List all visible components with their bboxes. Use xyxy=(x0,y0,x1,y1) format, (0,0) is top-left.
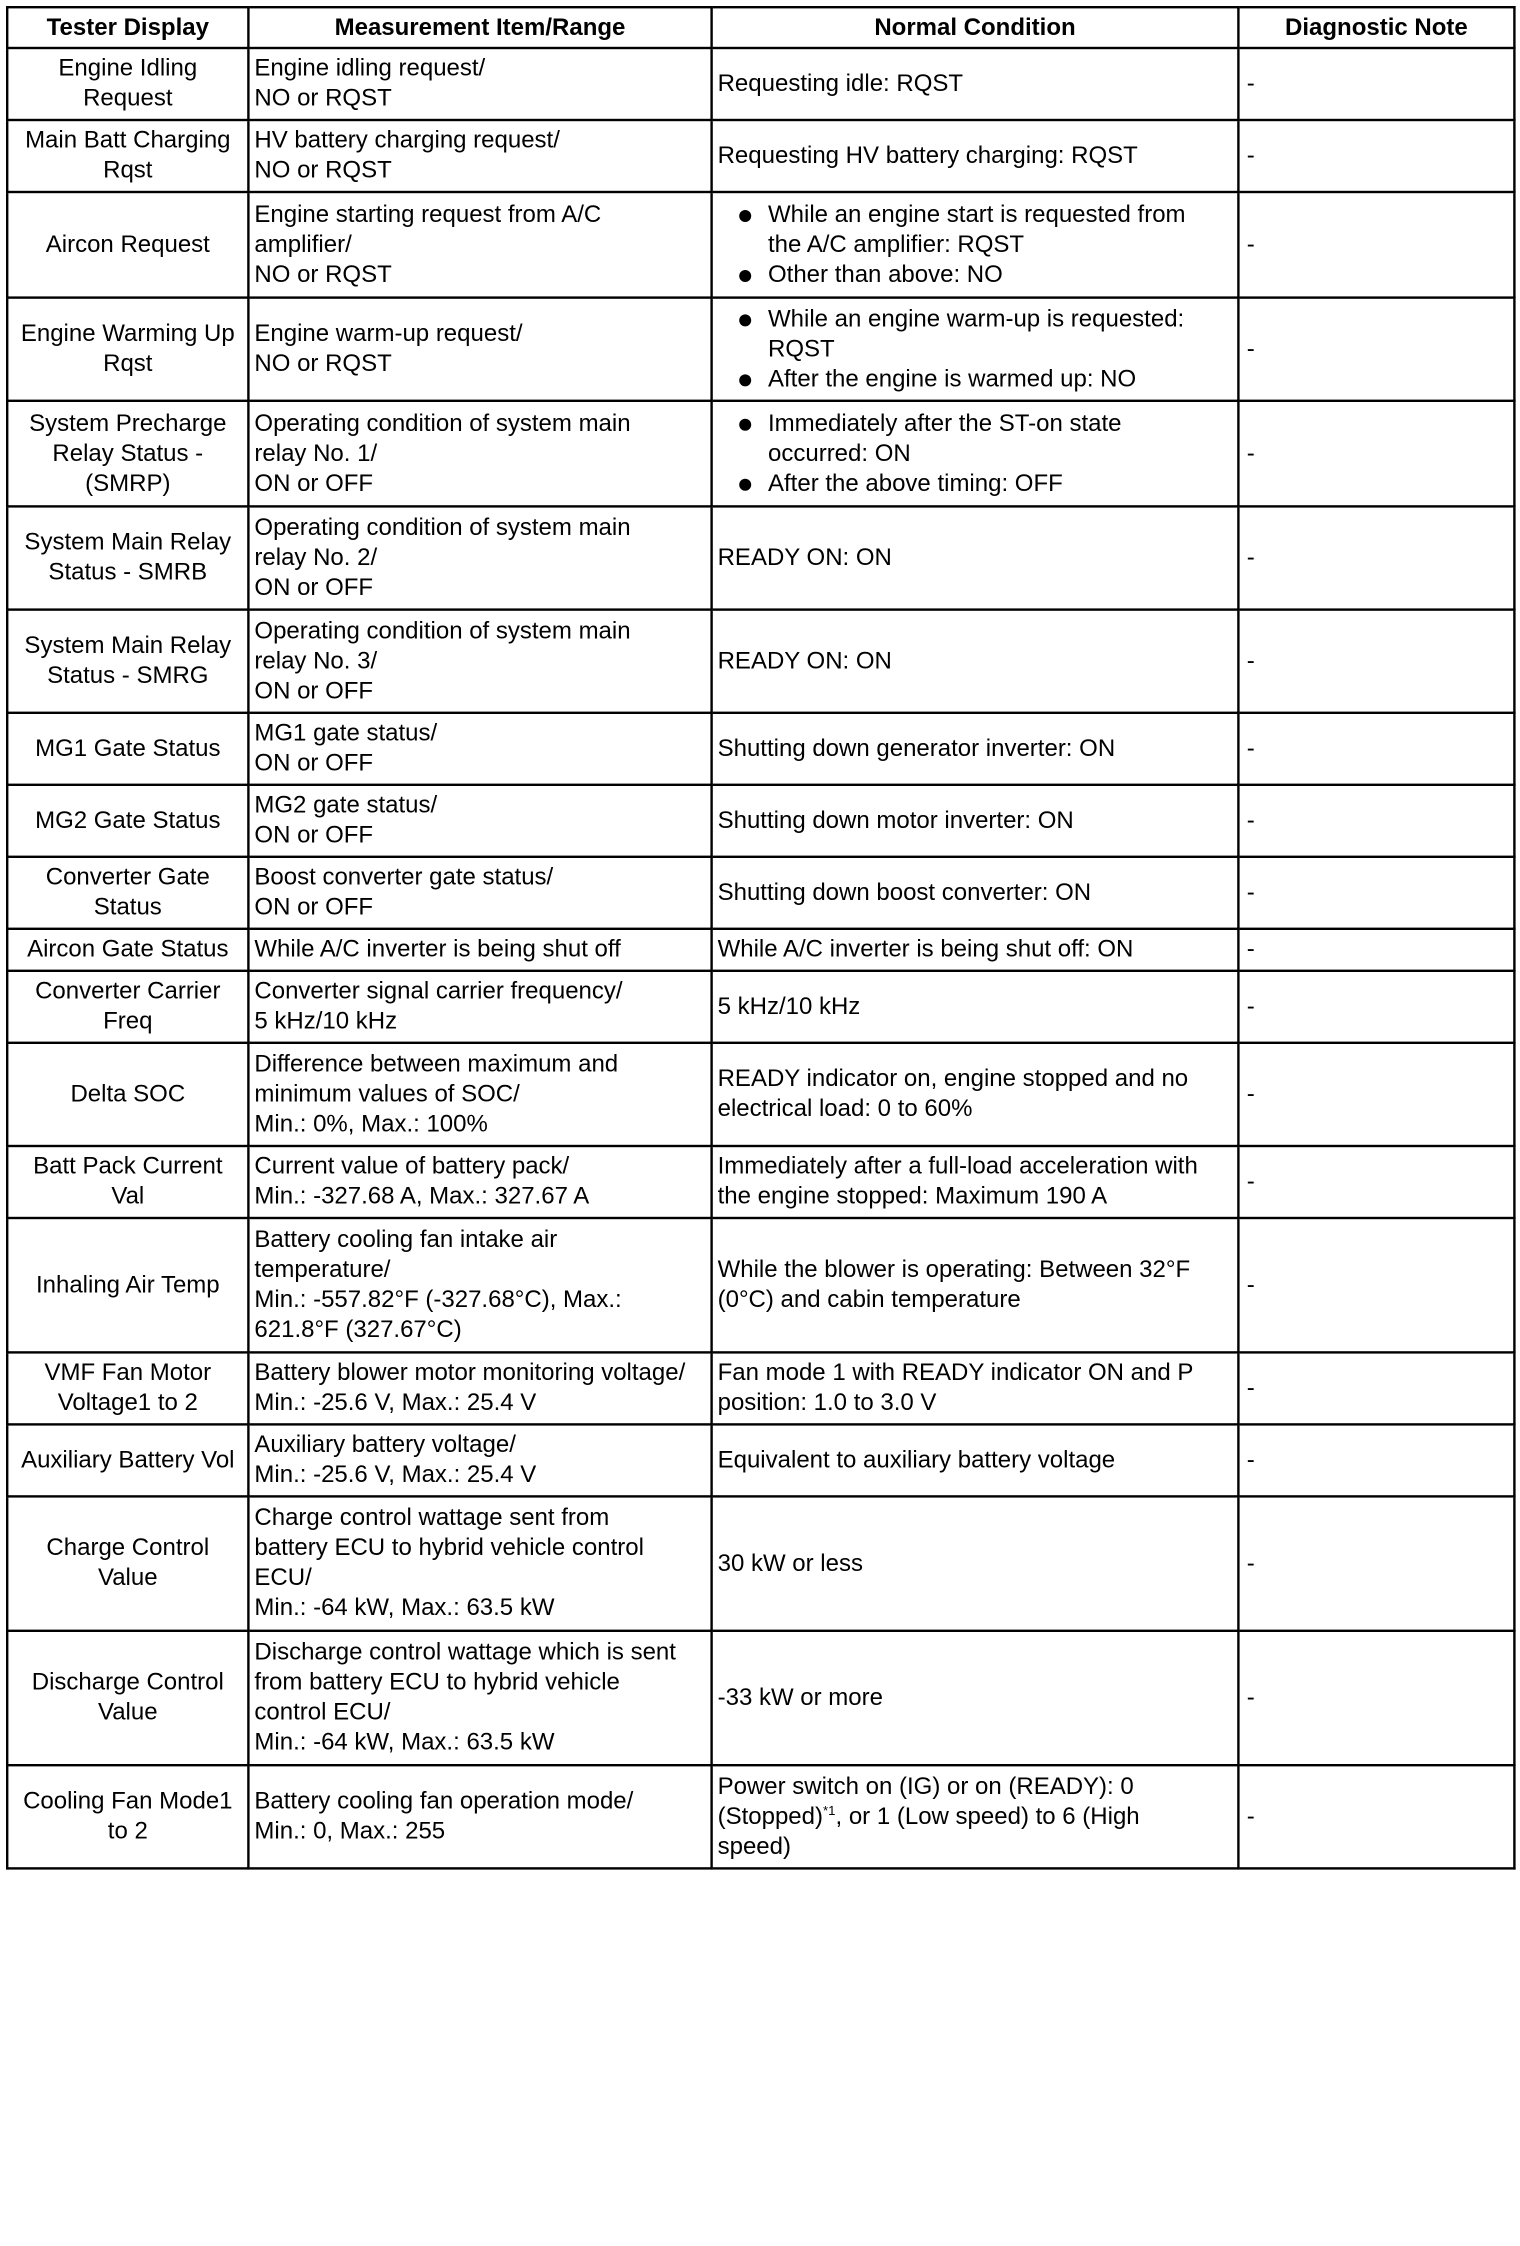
measurement-line: MG1 gate status/ xyxy=(254,720,438,747)
measurement-line: 621.8°F (327.67°C) xyxy=(254,1316,462,1343)
measurement-line: minimum values of SOC/ xyxy=(254,1080,520,1107)
cell-diagnostic-note: - xyxy=(1238,610,1514,713)
cell-tester-display xyxy=(7,1765,248,1868)
measurement-line: NO or RQST xyxy=(254,85,392,112)
display-line: System Main Relay xyxy=(24,529,232,556)
display-line: Converter Gate xyxy=(45,864,210,891)
cell-measurement-item xyxy=(248,506,711,609)
measurement-line: Min.: 0, Max.: 255 xyxy=(254,1818,446,1845)
cell-normal-condition xyxy=(712,1765,1239,1868)
cell-measurement-item xyxy=(248,1043,711,1146)
cell-measurement-item xyxy=(248,971,711,1043)
cell-diagnostic-note: - xyxy=(1238,120,1514,192)
cell-diagnostic-note: - xyxy=(1238,1218,1514,1352)
measurement-line: ON or OFF xyxy=(254,677,374,704)
display-line: to 2 xyxy=(107,1818,148,1845)
table-row xyxy=(7,1218,1514,1352)
bullet-line: the A/C amplifier: RQST xyxy=(768,231,1025,258)
measurement-line: amplifier/ xyxy=(254,231,352,258)
display-line: Auxiliary Battery Vol xyxy=(21,1446,235,1473)
normal-line: Shutting down boost converter: ON xyxy=(717,879,1092,906)
cell-diagnostic-note: - xyxy=(1238,971,1514,1043)
measurement-line: Discharge control wattage which is sent xyxy=(254,1639,676,1666)
cell-diagnostic-note: - xyxy=(1238,1043,1514,1146)
normal-line: Power switch on (IG) or on (READY): 0 xyxy=(717,1773,1134,1800)
bullet-line: While an engine warm-up is requested: xyxy=(768,305,1185,332)
normal-line: (0°C) and cabin temperature xyxy=(717,1286,1021,1313)
cell-diagnostic-note: - xyxy=(1238,298,1514,401)
cell-normal-condition xyxy=(712,120,1239,192)
cell-tester-display xyxy=(7,929,248,971)
bullet-line: After the engine is warmed up: NO xyxy=(768,365,1137,392)
measurement-line: Min.: -64 kW, Max.: 63.5 kW xyxy=(254,1594,555,1622)
measurement-line: Operating condition of system main xyxy=(254,409,631,437)
measurement-line: Converter signal carrier frequency/ xyxy=(254,978,623,1005)
cell-tester-display xyxy=(7,857,248,929)
cell-measurement-item xyxy=(248,713,711,785)
header-normal-condition: Normal Condition xyxy=(712,7,1239,48)
table-row xyxy=(7,857,1514,929)
header-tester-display: Tester Display xyxy=(7,7,248,48)
display-line: Relay Status - xyxy=(52,439,204,467)
display-line: Engine Idling xyxy=(58,55,198,82)
measurement-line: Difference between maximum and xyxy=(254,1050,619,1077)
cell-tester-display xyxy=(7,48,248,120)
table-row xyxy=(7,1765,1514,1868)
cell-measurement-item xyxy=(248,1765,711,1868)
table-row xyxy=(7,120,1514,192)
measurement-line: relay No. 3/ xyxy=(254,647,378,674)
normal-line: position: 1.0 to 3.0 V xyxy=(717,1389,937,1416)
measurement-line: ON or OFF xyxy=(254,574,374,601)
measurement-line: Boost converter gate status/ xyxy=(254,864,554,891)
table-row xyxy=(7,1043,1514,1146)
normal-line-fragment: , or 1 (Low speed) to 6 (High xyxy=(835,1803,1140,1830)
measurement-line: Min.: -25.6 V, Max.: 25.4 V xyxy=(254,1461,537,1488)
cell-tester-display xyxy=(7,1352,248,1424)
cell-measurement-item xyxy=(248,857,711,929)
cell-diagnostic-note: - xyxy=(1238,506,1514,609)
measurement-line: While A/C inverter is being shut off xyxy=(254,936,621,963)
display-line: MG2 Gate Status xyxy=(35,807,221,834)
cell-diagnostic-note: - xyxy=(1238,1496,1514,1630)
cell-measurement-item xyxy=(248,401,711,507)
measurement-line: Battery cooling fan operation mode/ xyxy=(254,1788,634,1815)
condition-bullet-item xyxy=(718,409,1233,469)
table-row xyxy=(7,1631,1514,1765)
display-line: Converter Carrier xyxy=(35,978,221,1005)
display-line: Rqst xyxy=(103,157,153,184)
table-row xyxy=(7,192,1514,298)
cell-measurement-item xyxy=(248,48,711,120)
cell-tester-display xyxy=(7,506,248,609)
cell-normal-condition xyxy=(712,1218,1239,1352)
cell-measurement-item xyxy=(248,192,711,298)
normal-line: Fan mode 1 with READY indicator ON and P xyxy=(717,1359,1194,1386)
cell-normal-condition xyxy=(712,506,1239,609)
cell-normal-condition xyxy=(712,971,1239,1043)
header-diagnostic-note: Diagnostic Note xyxy=(1238,7,1514,48)
cell-measurement-item xyxy=(248,1424,711,1496)
condition-bullet-list xyxy=(718,200,1233,290)
cell-measurement-item xyxy=(248,929,711,971)
measurement-line: ECU/ xyxy=(254,1564,312,1592)
table-row xyxy=(7,929,1514,971)
bullet-line: After the above timing: OFF xyxy=(768,469,1063,497)
cell-normal-condition xyxy=(712,1146,1239,1218)
condition-bullet-list xyxy=(718,409,1233,499)
display-line: Discharge Control xyxy=(31,1669,224,1696)
cell-measurement-item xyxy=(248,1631,711,1765)
cell-normal-condition xyxy=(712,1043,1239,1146)
display-line: System Main Relay xyxy=(24,632,232,659)
display-line: Cooling Fan Mode1 xyxy=(23,1788,233,1815)
display-line: Status xyxy=(93,894,162,921)
normal-line: READY indicator on, engine stopped and no xyxy=(717,1065,1189,1092)
cell-tester-display xyxy=(7,1496,248,1630)
table-row xyxy=(7,1424,1514,1496)
cell-tester-display xyxy=(7,785,248,857)
measurement-line: NO or RQST xyxy=(254,350,392,377)
table-row xyxy=(7,785,1514,857)
data-list-table xyxy=(6,6,1516,1870)
display-line: Batt Pack Current xyxy=(33,1153,223,1180)
cell-measurement-item xyxy=(248,1146,711,1218)
display-line: Aircon Request xyxy=(45,231,210,258)
table-row xyxy=(7,506,1514,609)
measurement-line: Auxiliary battery voltage/ xyxy=(254,1431,516,1458)
cell-diagnostic-note: - xyxy=(1238,929,1514,971)
display-line: Voltage1 to 2 xyxy=(57,1389,198,1416)
display-line: Inhaling Air Temp xyxy=(35,1271,220,1298)
table-row xyxy=(7,298,1514,401)
cell-normal-condition xyxy=(712,713,1239,785)
cell-tester-display xyxy=(7,1146,248,1218)
measurement-line: ON or OFF xyxy=(254,894,374,921)
cell-tester-display xyxy=(7,1218,248,1352)
cell-normal-condition xyxy=(712,1496,1239,1630)
cell-normal-condition xyxy=(712,857,1239,929)
measurement-line: control ECU/ xyxy=(254,1699,391,1726)
cell-diagnostic-note: - xyxy=(1238,1765,1514,1868)
normal-line: Requesting idle: RQST xyxy=(717,70,964,97)
cell-measurement-item xyxy=(248,1496,711,1630)
cell-tester-display xyxy=(7,971,248,1043)
normal-line: 30 kW or less xyxy=(717,1549,863,1577)
normal-line: -33 kW or more xyxy=(717,1684,883,1711)
measurement-line: Min.: -25.6 V, Max.: 25.4 V xyxy=(254,1389,537,1416)
cell-normal-condition xyxy=(712,298,1239,401)
measurement-line: HV battery charging request/ xyxy=(254,127,560,154)
measurement-line: Engine warm-up request/ xyxy=(254,320,523,347)
header-measurement-item: Measurement Item/Range xyxy=(248,7,711,48)
measurement-line: battery ECU to hybrid vehicle control xyxy=(254,1534,644,1562)
normal-line: READY ON: ON xyxy=(717,647,892,674)
cell-tester-display xyxy=(7,1631,248,1765)
normal-line xyxy=(718,1802,1233,1832)
measurement-line: Operating condition of system main xyxy=(254,514,631,541)
cell-normal-condition xyxy=(712,1352,1239,1424)
cell-tester-display xyxy=(7,1043,248,1146)
display-line: Status - SMRB xyxy=(48,559,208,586)
normal-line-fragment: (Stopped) xyxy=(717,1803,824,1830)
normal-line: Shutting down generator inverter: ON xyxy=(717,735,1116,762)
cell-normal-condition xyxy=(712,929,1239,971)
measurement-line: NO or RQST xyxy=(254,261,392,288)
display-line: System Precharge xyxy=(29,409,227,437)
display-line: Value xyxy=(97,1564,158,1592)
measurement-line: 5 kHz/10 kHz xyxy=(254,1008,398,1035)
cell-diagnostic-note: - xyxy=(1238,1146,1514,1218)
cell-diagnostic-note: - xyxy=(1238,1352,1514,1424)
measurement-line: Operating condition of system main xyxy=(254,617,631,644)
display-line: Freq xyxy=(103,1008,153,1035)
measurement-line: Charge control wattage sent from xyxy=(254,1504,610,1532)
normal-line: Immediately after a full-load acceleration with xyxy=(717,1153,1198,1180)
measurement-line: Min.: 0%, Max.: 100% xyxy=(254,1110,488,1137)
table-row xyxy=(7,1146,1514,1218)
measurement-line: Battery blower motor monitoring voltage/ xyxy=(254,1359,686,1386)
cell-diagnostic-note: - xyxy=(1238,713,1514,785)
cell-diagnostic-note: - xyxy=(1238,857,1514,929)
measurement-line: relay No. 2/ xyxy=(254,544,378,571)
bullet-line: Immediately after the ST-on state xyxy=(768,409,1122,437)
display-line: Aircon Gate Status xyxy=(27,936,229,963)
condition-bullet-list xyxy=(718,304,1233,394)
cell-tester-display xyxy=(7,401,248,507)
display-line: Val xyxy=(111,1183,145,1210)
cell-measurement-item xyxy=(248,785,711,857)
normal-line: Shutting down motor inverter: ON xyxy=(717,807,1074,834)
cell-normal-condition xyxy=(712,785,1239,857)
measurement-line: Min.: -327.68 A, Max.: 327.67 A xyxy=(254,1183,590,1210)
cell-measurement-item xyxy=(248,610,711,713)
table-row xyxy=(7,610,1514,713)
cell-tester-display xyxy=(7,713,248,785)
display-line: Rqst xyxy=(103,350,153,377)
normal-line: READY ON: ON xyxy=(717,544,892,571)
measurement-line: ON or OFF xyxy=(254,822,374,849)
normal-line: While A/C inverter is being shut off: ON xyxy=(717,936,1134,963)
condition-bullet-item xyxy=(718,260,1233,290)
condition-bullet-item xyxy=(718,304,1233,364)
normal-line: 5 kHz/10 kHz xyxy=(717,993,861,1020)
cell-tester-display xyxy=(7,120,248,192)
display-line: Engine Warming Up xyxy=(20,320,235,347)
measurement-line: temperature/ xyxy=(254,1256,391,1283)
table-row xyxy=(7,48,1514,120)
display-line: Request xyxy=(83,85,173,112)
cell-measurement-item xyxy=(248,120,711,192)
table-body xyxy=(7,48,1514,1868)
display-line: VMF Fan Motor xyxy=(44,1359,212,1386)
display-line: Value xyxy=(97,1699,158,1726)
table-row xyxy=(7,713,1514,785)
display-line: Delta SOC xyxy=(70,1080,186,1107)
cell-diagnostic-note: - xyxy=(1238,785,1514,857)
cell-measurement-item xyxy=(248,298,711,401)
measurement-line: Min.: -557.82°F (-327.68°C), Max.: xyxy=(254,1286,622,1313)
condition-bullet-item xyxy=(718,200,1233,260)
display-line: Status - SMRG xyxy=(47,662,209,689)
cell-normal-condition xyxy=(712,48,1239,120)
cell-normal-condition xyxy=(712,1424,1239,1496)
cell-normal-condition xyxy=(712,1631,1239,1765)
cell-diagnostic-note: - xyxy=(1238,48,1514,120)
measurement-line: ON or OFF xyxy=(254,469,374,497)
measurement-line: MG2 gate status/ xyxy=(254,792,438,819)
condition-bullet-item xyxy=(718,469,1233,499)
measurement-line: from battery ECU to hybrid vehicle xyxy=(254,1669,620,1696)
cell-diagnostic-note: - xyxy=(1238,192,1514,298)
cell-tester-display xyxy=(7,192,248,298)
cell-tester-display xyxy=(7,610,248,713)
measurement-line: Battery cooling fan intake air xyxy=(254,1226,558,1253)
table-header-row xyxy=(7,7,1514,48)
cell-tester-display xyxy=(7,298,248,401)
normal-line: speed) xyxy=(717,1833,791,1860)
normal-line: While the blower is operating: Between 32°F xyxy=(717,1256,1191,1283)
measurement-line: NO or RQST xyxy=(254,157,392,184)
display-line: (SMRP) xyxy=(85,469,171,497)
bullet-line: Other than above: NO xyxy=(768,261,1003,288)
display-line: Charge Control xyxy=(46,1534,210,1562)
display-line: MG1 Gate Status xyxy=(35,735,221,762)
normal-line: Equivalent to auxiliary battery voltage xyxy=(717,1446,1116,1473)
bullet-line: occurred: ON xyxy=(768,439,911,467)
table-row xyxy=(7,1496,1514,1630)
cell-diagnostic-note: - xyxy=(1238,401,1514,507)
measurement-line: Engine idling request/ xyxy=(254,55,486,82)
measurement-line: Min.: -64 kW, Max.: 63.5 kW xyxy=(254,1729,555,1756)
display-line: Main Batt Charging xyxy=(25,127,231,154)
cell-measurement-item xyxy=(248,1352,711,1424)
cell-normal-condition xyxy=(712,610,1239,713)
normal-line: the engine stopped: Maximum 190 A xyxy=(717,1183,1108,1210)
normal-line: electrical load: 0 to 60% xyxy=(717,1095,973,1122)
measurement-line: relay No. 1/ xyxy=(254,439,378,467)
table-row xyxy=(7,1352,1514,1424)
footnote-marker: *1 xyxy=(823,1803,836,1818)
cell-tester-display xyxy=(7,1424,248,1496)
cell-diagnostic-note: - xyxy=(1238,1631,1514,1765)
measurement-line: Current value of battery pack/ xyxy=(254,1153,570,1180)
cell-normal-condition xyxy=(712,192,1239,298)
table-row xyxy=(7,401,1514,507)
cell-measurement-item xyxy=(248,1218,711,1352)
cell-diagnostic-note: - xyxy=(1238,1424,1514,1496)
table-row xyxy=(7,971,1514,1043)
bullet-line: RQST xyxy=(768,335,835,362)
measurement-line: ON or OFF xyxy=(254,750,374,777)
cell-normal-condition xyxy=(712,401,1239,507)
measurement-line: Engine starting request from A/C xyxy=(254,201,602,228)
condition-bullet-item xyxy=(718,364,1233,394)
bullet-line: While an engine start is requested from xyxy=(768,201,1186,228)
normal-line: Requesting HV battery charging: RQST xyxy=(717,142,1138,169)
